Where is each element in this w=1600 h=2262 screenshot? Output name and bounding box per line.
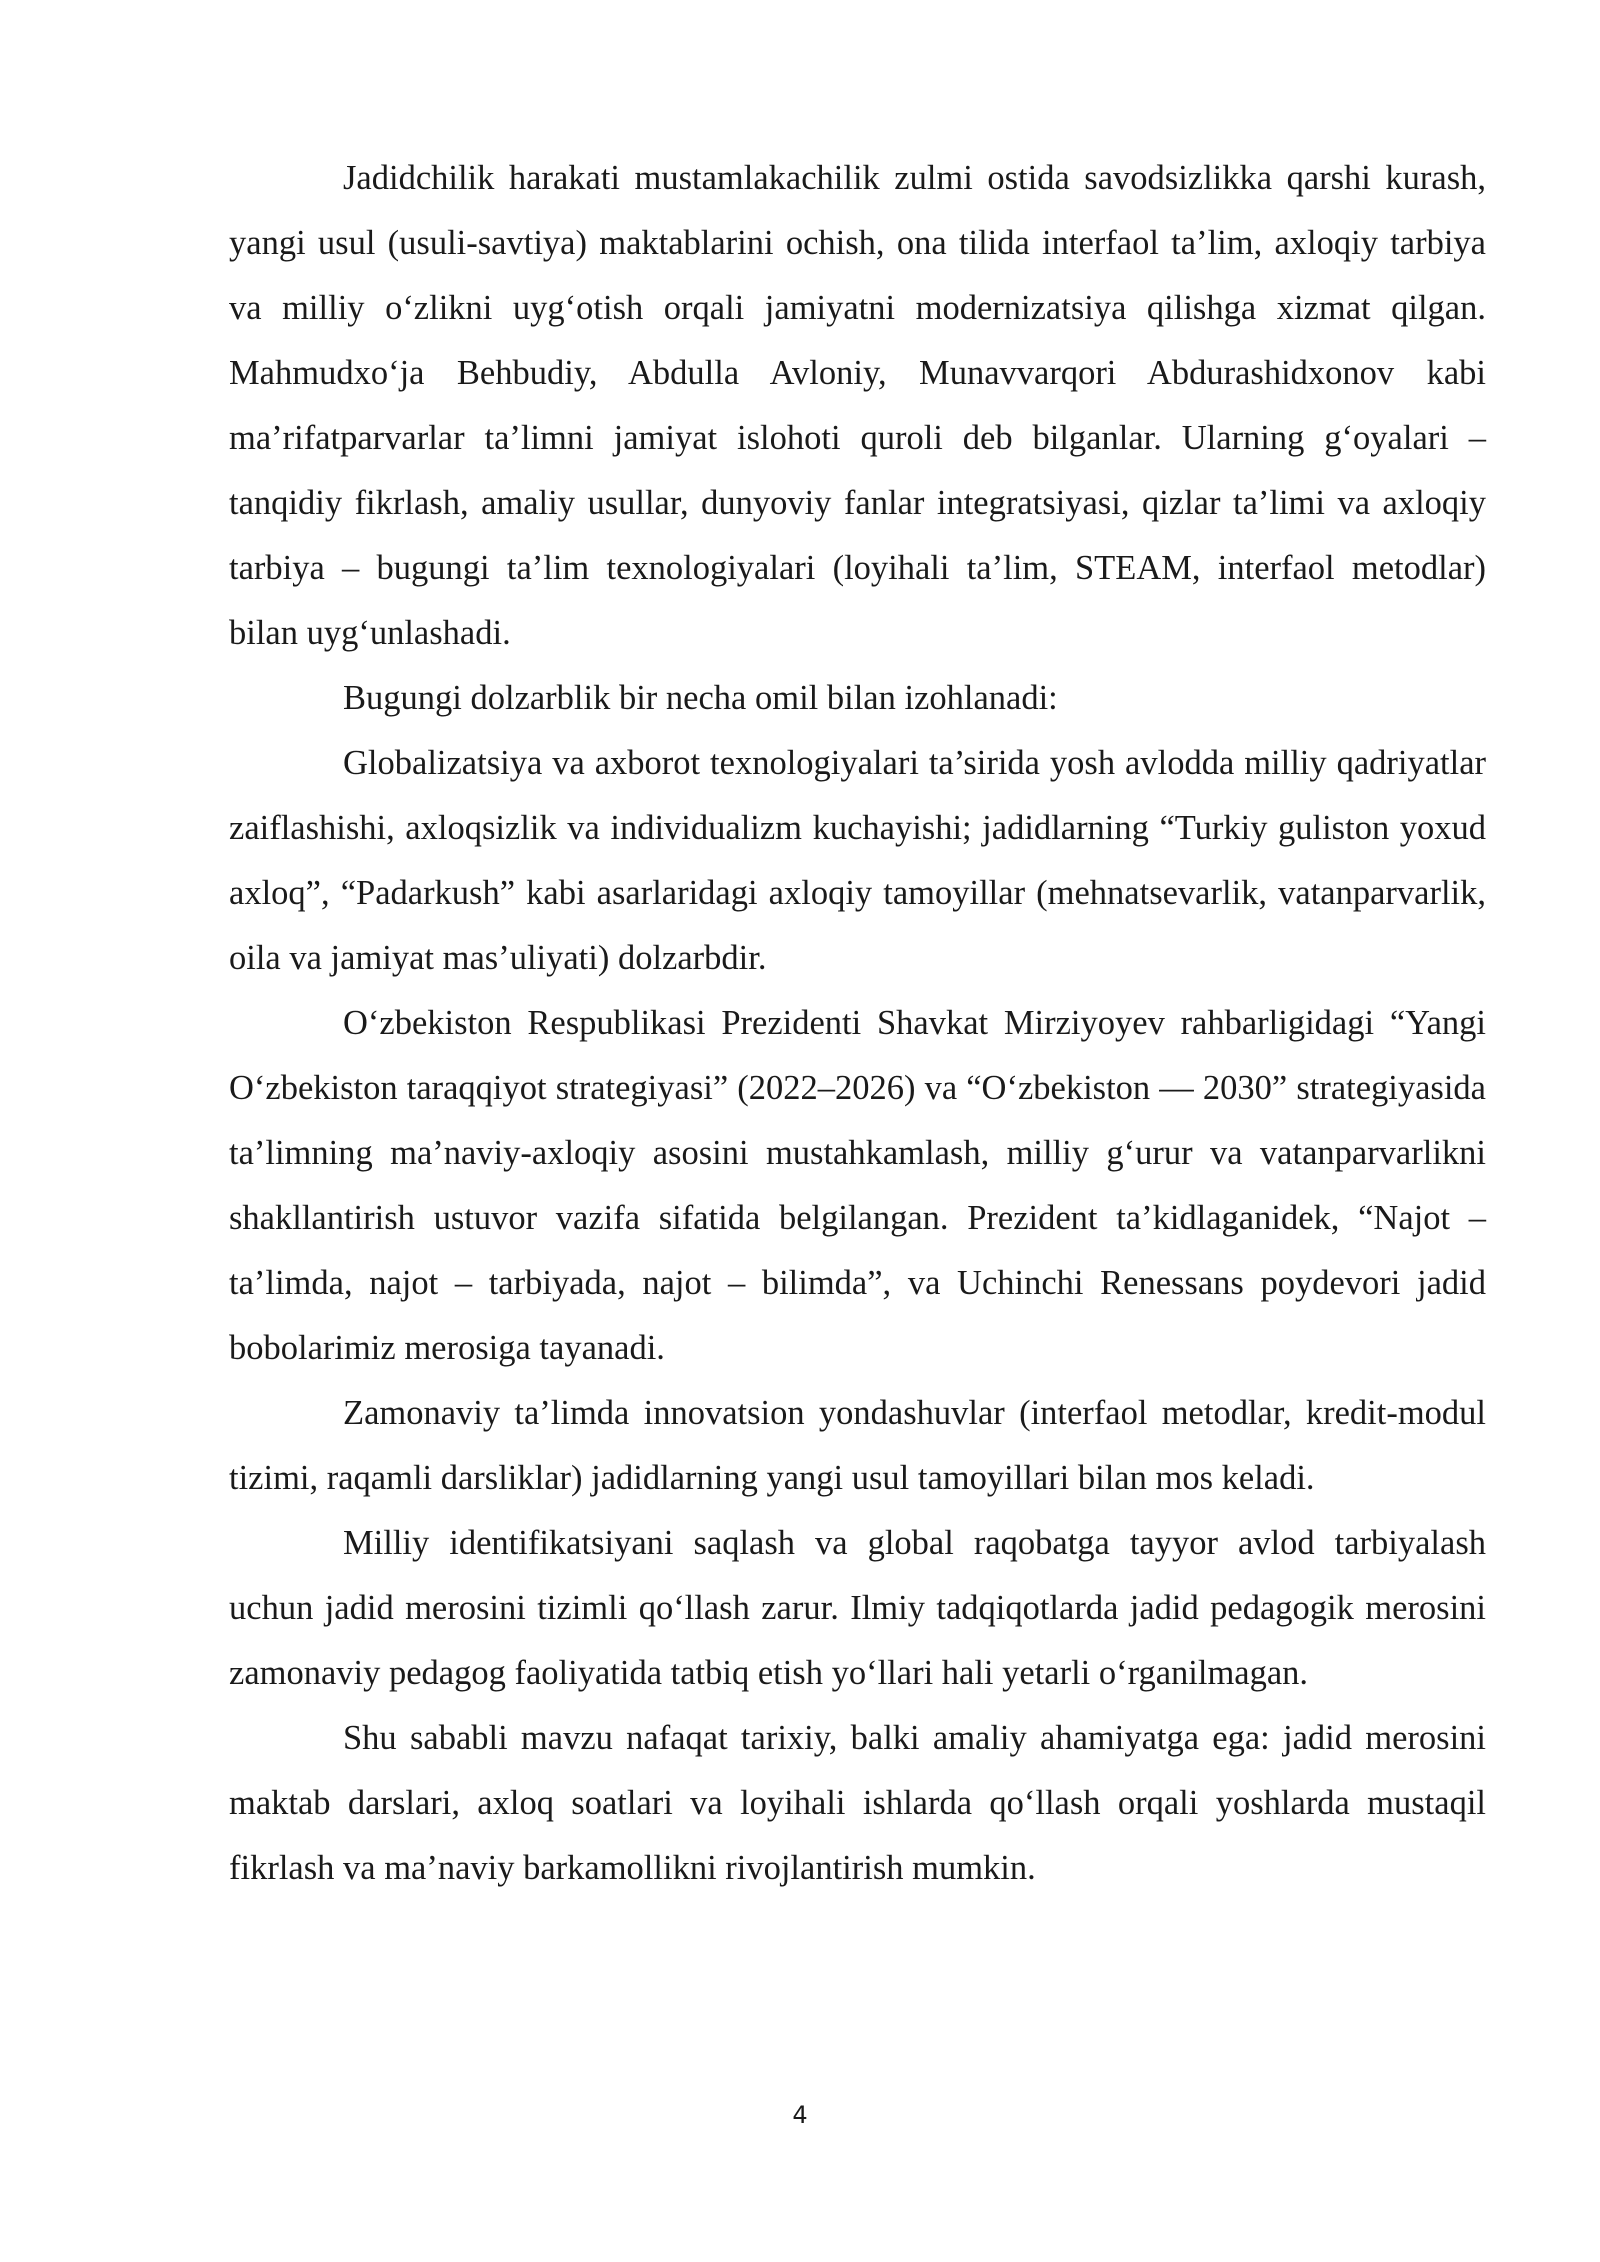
paragraph-shu-sababli: Shu sababli mavzu nafaqat tarixiy, balki amaliy ahamiyatga ega: jadid merosini maktab darslari, axloq soatlari va loyihali ishlarda qo‘llash orqali yoshlarda mustaqil fikrlash va ma’naviy barkamollikni rivojlantirish mumkin. xyxy=(229,1719,1486,1887)
paragraph-bugungi-dolzarblik: Bugungi dolzarblik bir necha omil bilan izohlanadi: xyxy=(343,679,1058,717)
page-number: 4 xyxy=(792,2101,808,2129)
paragraph-globalizatsiya: Globalizatsiya va axborot texnologiyalari ta’sirida yosh avlodda milliy qadriyatlar zaiflashishi, axloqsizlik va individualizm kuchayishi; jadidlarning “Turkiy guliston yoxud axloq”, “Padarkush” kabi asarlaridagi axloqiy tamoyillar (mehnatsevarlik, vatanparvarlik, oila va jamiyat mas’uliyati) dolzarbdir. xyxy=(229,744,1486,977)
paragraph-jadidchilik-harakati: Jadidchilik harakati mustamlakachilik zulmi ostida savodsizlikka qarshi kurash, yangi usul (usuli-savtiya) maktablarini ochish, ona tilida interfaol ta’lim, axloqiy tarbiya va milliy o‘zlikni uyg‘otish orqali jamiyatni modernizatsiya qilishga xizmat qilgan. Mahmudxo‘ja Behbudiy, Abdulla Avloniy, Munavvarqori Abdurashidxonov kabi ma’rifatparvarlar ta’limni jamiyat islohoti quroli deb bilganlar. Ularning g‘oyalari – tanqidiy fikrlash, amaliy usullar, dunyoviy fanlar integratsiyasi, qizlar ta’limi va axloqiy tarbiya – bugungi ta’lim texnologiyalari (loyihali ta’lim, STEAM, interfaol metodlar) bilan uyg‘unlashadi. xyxy=(229,159,1486,652)
paragraph-prezident-strategiyasi: O‘zbekiston Respublikasi Prezidenti Shavkat Mirziyoyev rahbarligidagi “Yangi O‘zbekiston taraqqiyot strategiyasi” (2022–2026) va “O‘zbekiston — 2030” strategiyasida ta’limning ma’naviy-axloqiy asosini mustahkamlash, milliy g‘urur va vatanparvarlikni shakllantirish ustuvor vazifa sifatida belgilangan. Prezident ta’kidlaganidek, “Najot – ta’limda, najot – tarbiyada, najot – bilimda”, va Uchinchi Renessans poydevori jadid bobolarimiz merosiga tayanadi. xyxy=(229,1004,1486,1367)
paragraph-zamonaviy-talim: Zamonaviy ta’limda innovatsion yondashuvlar (interfaol metodlar, kredit-modul tizimi, raqamli darsliklar) jadidlarning yangi usul tamoyillari bilan mos keladi. xyxy=(229,1394,1486,1497)
paragraph-milliy-identifikatsiya: Milliy identifikatsiyani saqlash va global raqobatga tayyor avlod tarbiyalash uchun jadid merosini tizimli qo‘llash zarur. Ilmiy tadqiqotlarda jadid pedagogik merosini zamonaviy pedagog faoliyatida tatbiq etish yo‘llari hali yetarli o‘rganilmagan. xyxy=(229,1524,1486,1692)
body-text xyxy=(229,146,1486,1901)
